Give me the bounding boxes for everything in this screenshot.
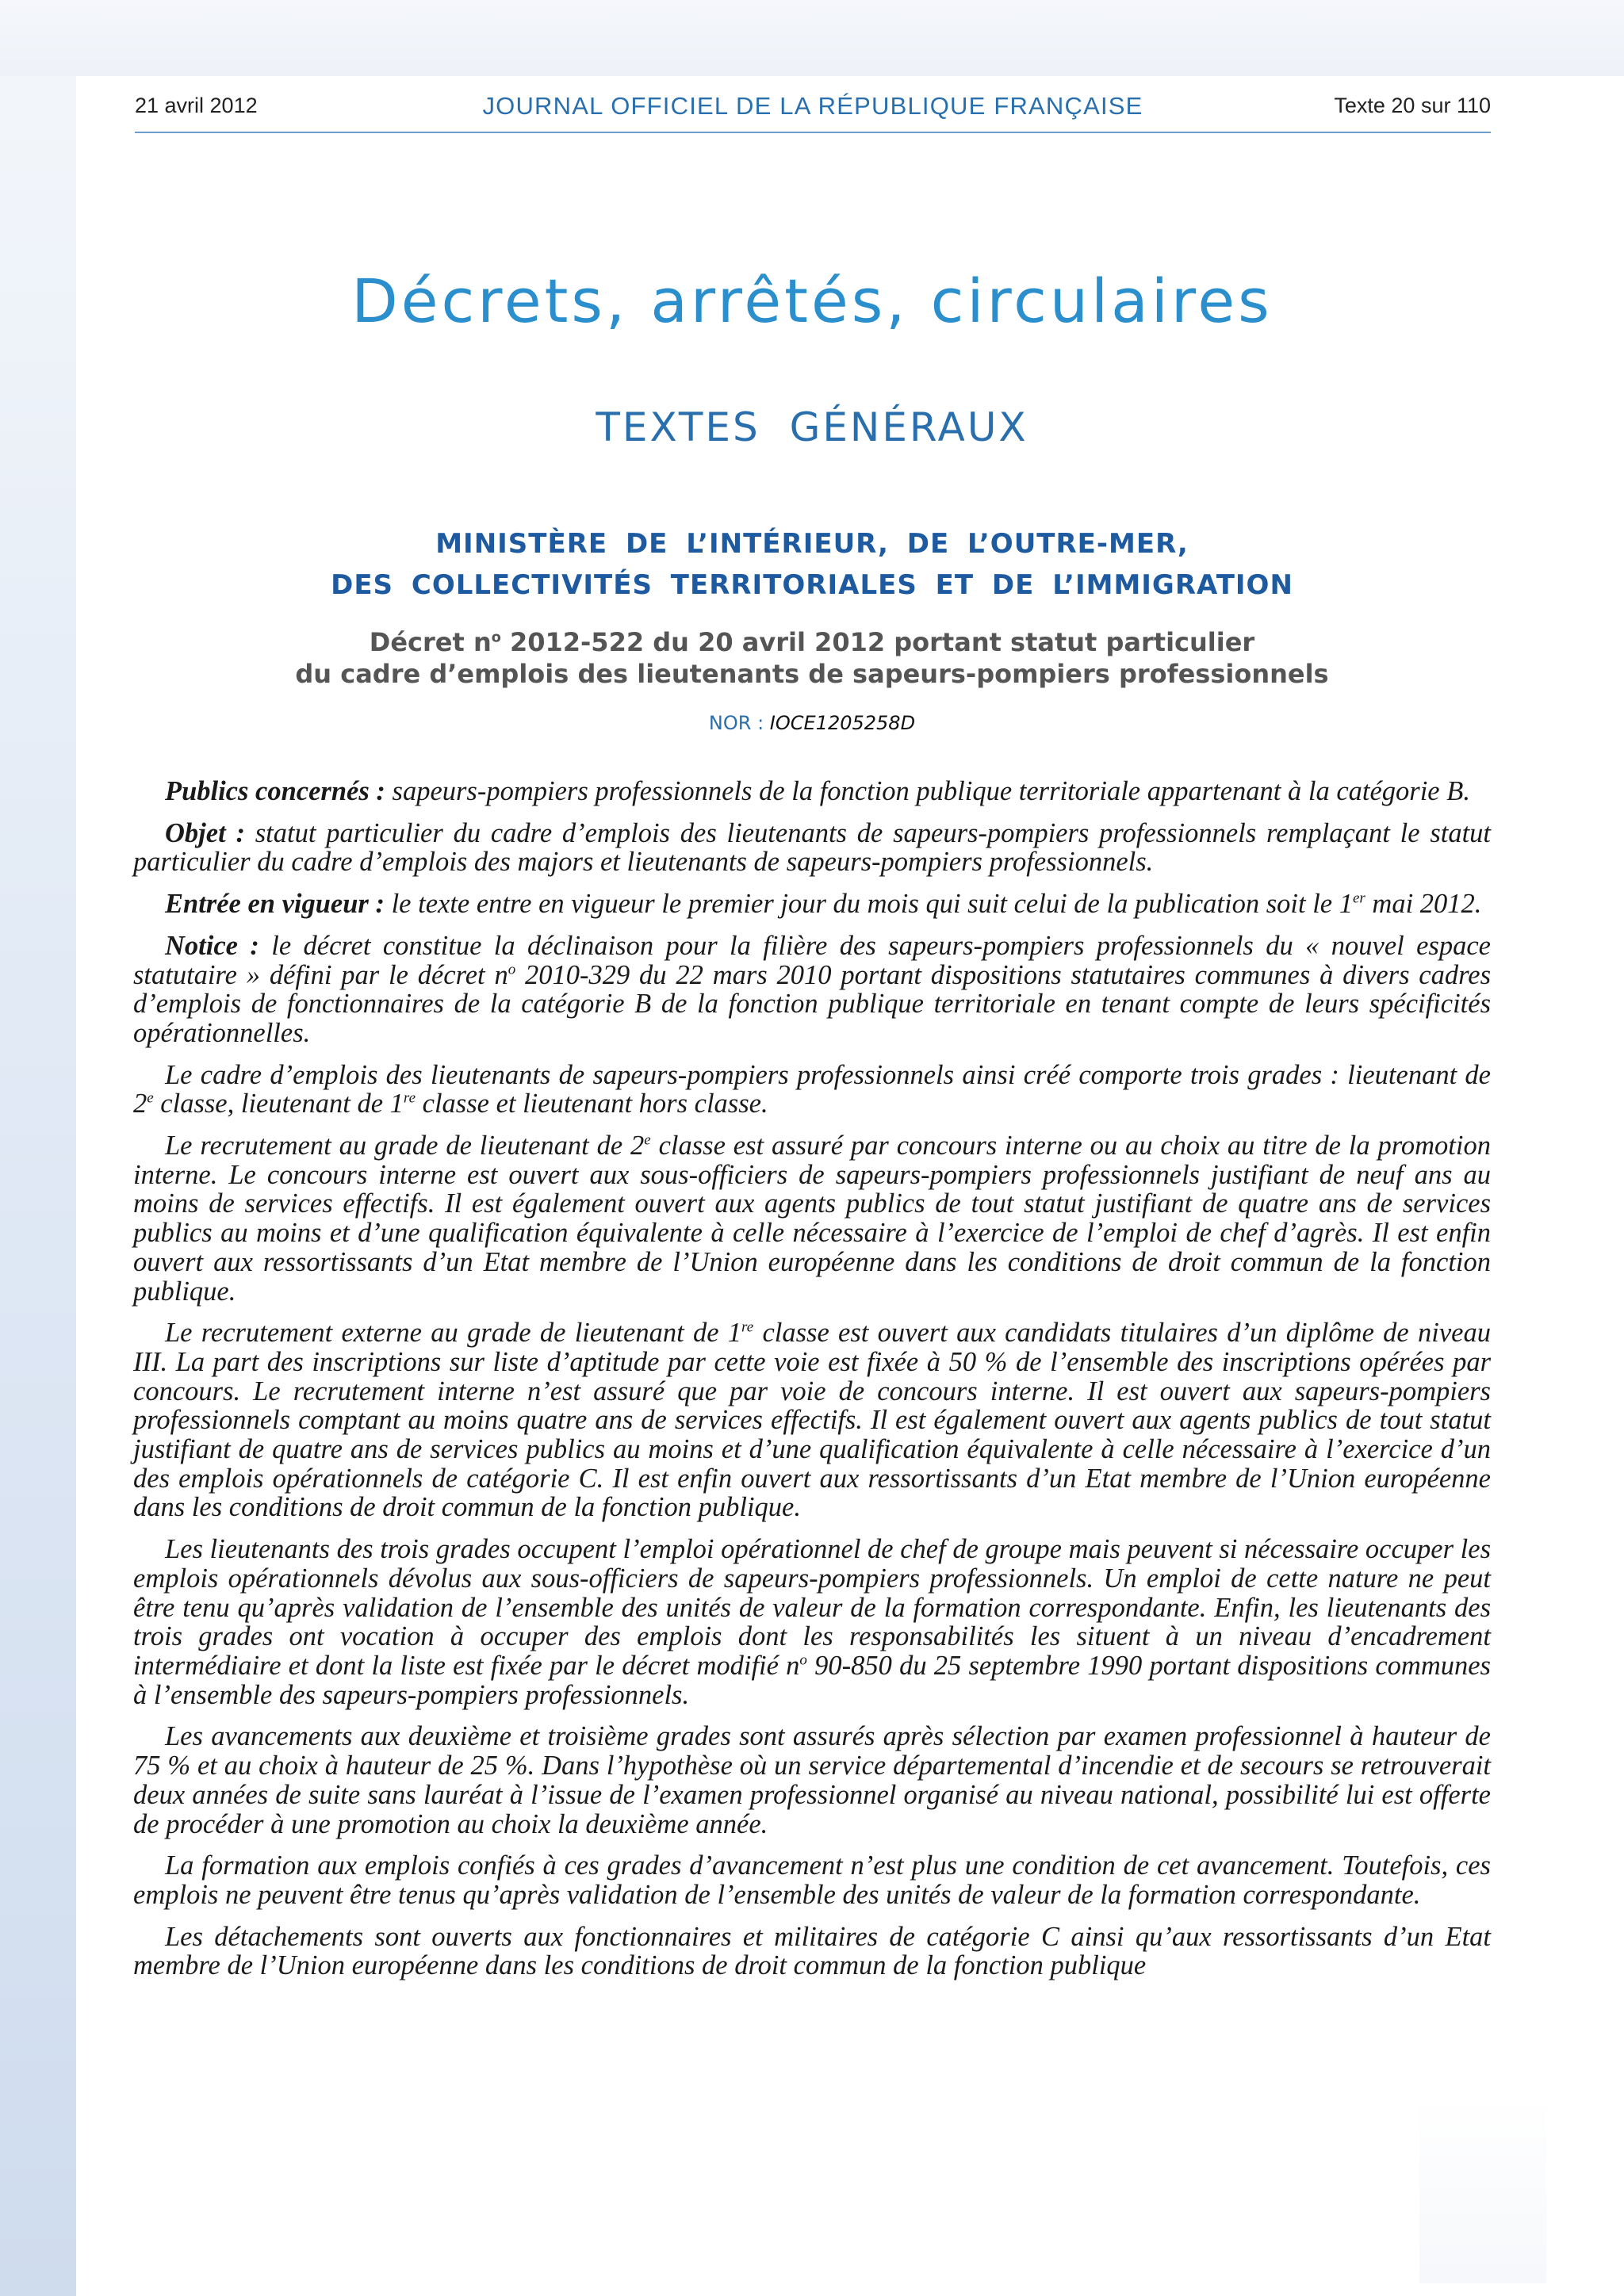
paragraph-recrutement-externe: Le recrutement externe au grade de lieutenant de 1re classe est ouvert aux candidats titulaires d’un diplôme de niveau III. La part des inscriptions sur liste d’aptitude par cette voie est fixée à 50 % de l’ensemble des inscriptions opérées par concours. Le recrutement interne n’est assuré que par voie de concours interne. Il est ouvert aux sapeurs-pompiers professionnels comptant au moins quatre ans de services effectifs. Il est également ouvert aux agents publics de tout statut justifiant de quatre ans de services publics au moins et d’une qualification équivalente à celle nécessaire à l’exercice d’un des emplois opérationnels de catégorie C. Il est enfin ouvert aux ressortissants d’un Etat membre de l’Union européenne dans les conditions de droit commun de la fonction publique. — [133, 1318, 1491, 1523]
ministry-line-1: MINISTÈRE DE L’INTÉRIEUR, DE L’OUTRE-MER, — [435, 528, 1189, 560]
paragraph-detachements: Les détachements sont ouverts aux fonctionnaires et militaires de catégorie C ainsi qu’aux ressortissants d’un Etat membre de l’Union européenne dans les conditions de droit commun de la fonction publique — [133, 1921, 1491, 1981]
paragraph-publics: Publics concernés : sapeurs-pompiers professionnels de la fonction publique territoriale appartenant à la catégorie B. — [165, 776, 1470, 806]
ministry-line-2: DES COLLECTIVITÉS TERRITORIALES ET DE L’IMMIGRATION — [331, 569, 1293, 601]
paragraph-cadre: Le cadre d’emplois des lieutenants de sapeurs-pompiers professionnels ainsi créé comporte trois grades : lieutenant de 2e classe, lieutenant de 1re classe et lieutenant hors classe. — [133, 1059, 1491, 1119]
header-date: 21 avril 2012 — [135, 94, 258, 117]
page-margin-band-left — [0, 0, 76, 2296]
decree-title-line-1: Décret $n^o$ 2012-522 du 20 avril 2012 portant statut particulier — [369, 627, 1255, 657]
paragraph-recrutement: Le recrutement au grade de lieutenant de 2e classe est assuré par concours interne ou au choix au titre de la promotion interne. Le concours interne est ouvert aux sous-officiers de sapeurs-pompiers professionnels justifiant de neuf ans au moins de services effectifs. Il est également ouvert aux agents publics de tout statut justifiant de quatre ans de services publics au moins et d’une qualification équivalente à celle nécessaire à l’exercice de l’emploi de chef d’agrès. Il est enfin ouvert aux ressortissants d’un Etat membre de l’Union européenne dans les conditions de droit commun de la fonction publique. — [133, 1131, 1491, 1307]
paragraph-label: Notice : — [165, 930, 259, 961]
paragraph-formation: La formation aux emplois confiés à ces grades d’avancement n’est plus une condition de cet avancement. Toutefois, ces emplois ne peuvent être tenus qu’après validation de l’ensemble des unités de valeur de la formation correspondante. — [133, 1850, 1491, 1910]
running-header — [135, 94, 1491, 125]
paragraph-label: Objet : — [165, 817, 245, 848]
paragraph-notice: Notice : le décret constitue la déclinaison pour la filière des sapeurs-pompiers professionnels du « nouvel espace statutaire » défini par le décret $n^o$ 2010-329 du 22 mars 2010 portant dispositions statutaires communes à divers cadres d’emplois de fonctionnaires de la catégorie B de la fonction publique territoriale en tenant compte de leurs spécificités opérationnelles. — [133, 930, 1492, 1048]
page-margin-band-top — [0, 0, 1624, 76]
decree-body — [133, 777, 1491, 1993]
ministry-heading — [0, 523, 1624, 606]
section-title: TEXTES GÉNÉRAUX — [596, 404, 1028, 450]
main-title: Décrets, arrêtés, circulaires — [351, 266, 1273, 336]
paragraph-lieutenants: Les lieutenants des trois grades occupent l’emploi opérationnel de chef de groupe mais peuvent si nécessaire occuper les emplois opérationnels dévolus aux sous-officiers de sapeurs-pompiers professionnels. Un emploi de cette nature ne peut être tenu qu’après validation de l’ensemble des unités de valeur de la formation correspondante. Enfin, les lieutenants des trois grades ont vocation à occuper des emplois dont les responsabilités les situent à un niveau d’encadrement intermédiaire et dont la liste est fixée par le décret modifié $n^o$ 90-850 du 25 septembre 1990 portant dispositions communes à l’ensemble des sapeurs-pompiers professionnels. — [133, 1534, 1491, 1710]
paragraph-entree: Entrée en vigueur : le texte entre en vigueur le premier jour du mois qui suit celui de la publication soit le 1er mai 2012. — [165, 889, 1482, 920]
decree-title-line-2: du cadre d’emplois des lieutenants de sapeurs-pompiers professionnels — [295, 659, 1329, 689]
nor-value: IOCE1205258D — [769, 712, 916, 734]
nor-label: NOR : — [708, 712, 764, 734]
decree-title — [0, 626, 1624, 690]
paragraph-avancements: Les avancements aux deuxième et troisième grades sont assurés après sélection par examen professionnel à hauteur de 75 % et au choix à hauteur de 25 %. Dans l’hypothèse où un service départemental d’incendie et de secours se retrouverait deux années de suite sans lauréat à l’issue de l’examen professionnel organisé au niveau national, possibilité lui est offerte de procéder à une promotion au choix la deuxième année. — [133, 1721, 1491, 1839]
nor-reference — [0, 712, 1624, 734]
header-divider — [135, 132, 1491, 133]
paragraph-label: Entrée en vigueur : — [165, 889, 385, 920]
paragraph-label: Publics concernés : — [165, 776, 385, 806]
page-corner-shade — [1419, 2093, 1546, 2283]
header-journal-title: JOURNAL OFFICIEL DE LA RÉPUBLIQUE FRANÇAISE — [482, 92, 1143, 120]
header-text-number: Texte 20 sur 110 — [1334, 94, 1491, 117]
paragraph-objet: Objet : statut particulier du cadre d’emplois des lieutenants de sapeurs-pompiers professionnels remplaçant le statut particulier du cadre d’emplois des majors et lieutenants de sapeurs-pompiers professionnels. — [133, 817, 1492, 878]
